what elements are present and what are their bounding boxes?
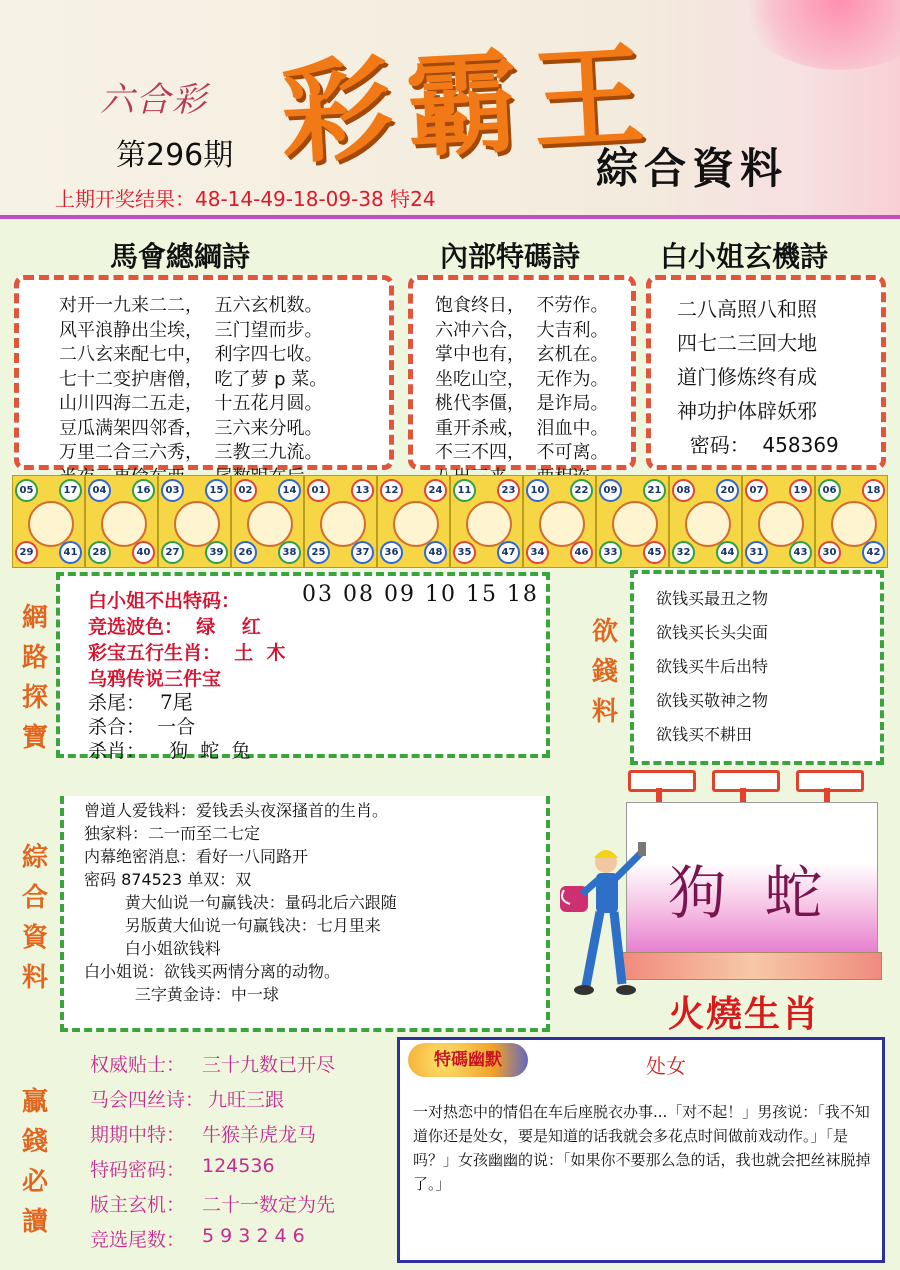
win-label: 竞选尾数： [90, 1229, 186, 1251]
zodiac-number-ball: 41 [59, 541, 82, 564]
zodiac-number-ball: 48 [424, 541, 447, 564]
zodiac-cell [450, 475, 523, 568]
pig-icon [831, 501, 877, 547]
zodiac-number-ball: 12 [380, 479, 403, 502]
side-label-text: 綜合資料 [21, 843, 48, 993]
general-line: 白小姐欲钱料 [84, 939, 221, 958]
zodiac-number-ball: 43 [789, 541, 812, 564]
zodiac-number-ball: 26 [234, 541, 257, 564]
poem-line: 重开杀戒， 泪血中。 [435, 417, 609, 439]
poem-line: 六冲六合， 大吉利。 [435, 319, 609, 341]
zodiac-number-ball: 42 [862, 541, 885, 564]
money-item: 欲钱买敬神之物 [656, 691, 769, 710]
poem-line: 神功护体辟妖邪 [677, 399, 817, 423]
dog-icon [758, 501, 804, 547]
win-label: 期期中特： [90, 1124, 186, 1146]
zodiac-number-ball: 31 [745, 541, 768, 564]
general-line: 另版黄大仙说一句赢钱决：七月里来 [84, 916, 381, 935]
zodiac-number-ball: 39 [205, 541, 228, 564]
five-elements: 彩宝五行生肖： 土 木 [88, 642, 286, 664]
money-item: 欲钱买牛后出特 [656, 657, 769, 676]
section-title-general-poem: 馬會總綱詩 [110, 240, 251, 273]
poem-line: 七十二变护唐僧， 吃了萝 p 菜。 [59, 368, 328, 390]
zodiac-number-ball: 05 [15, 479, 38, 502]
general-box [60, 796, 550, 1032]
painter-worker-icon [552, 840, 662, 1000]
dragon-icon [320, 501, 366, 547]
zodiac-cell [523, 475, 596, 568]
joke-text: 一对热恋中的情侣在车后座脱衣办事...「对不起！」男孩说：「我不知道你还是处女，要是知道的话我就会多花点时间做前戏动作。」「是吗？」女孩幽幽的说：「如果你不要那么急的话，我也就会把丝袜脱掉了。」 [413, 1103, 871, 1193]
fire-zodiac-label: 火燒生肖 [668, 993, 821, 1035]
monkey-icon [612, 501, 658, 547]
horse-icon [466, 501, 512, 547]
general-line: 曾道人爱钱料：爱钱丢头夜深搔首的生肖。 [84, 801, 389, 820]
money-item: 欲钱买长头尖面 [656, 623, 769, 642]
rooster-icon [685, 501, 731, 547]
main-title: 彩霸王 [277, 29, 662, 180]
wave-color: 竞选波色： 绿 红 [88, 616, 261, 638]
poem-line: 风平浪静出尘埃， 三门望而步。 [59, 319, 323, 341]
poem-box-general [14, 275, 394, 470]
zodiac-number-ball: 38 [278, 541, 301, 564]
zodiac-number-ball: 35 [453, 541, 476, 564]
zodiac-number-ball: 01 [307, 479, 330, 502]
zodiac-number-ball: 08 [672, 479, 695, 502]
zodiac-number-ball: 25 [307, 541, 330, 564]
win-value: 5 9 3 2 4 6 [202, 1225, 305, 1247]
zodiac-number-ball: 15 [205, 479, 228, 502]
zodiac-cell [12, 475, 85, 568]
money-item: 欲钱买不耕田 [656, 725, 753, 744]
poem-line: 密码： 458369 [677, 433, 839, 457]
side-label-network [20, 598, 54, 758]
lottery-name: 六合彩 [100, 80, 208, 120]
general-line: 黄大仙说一句赢钱决：量码北后六跟随 [84, 893, 397, 912]
joke-title: 处女 [646, 1054, 686, 1078]
poem-line: 万里二合三六秀， 三教三九流。 [59, 442, 323, 463]
last-result: 上期开奖结果：48-14-49-18-09-38 特24 [55, 187, 436, 211]
stage-lamp [628, 770, 696, 792]
kill-tail-label: 杀尾： [88, 692, 146, 714]
poem-line: 饱食终日， 不劳作。 [435, 295, 609, 316]
win-value: 二十一数定为先 [202, 1194, 336, 1216]
joke-tag: 特碼幽默 [408, 1043, 528, 1077]
zodiac-cell [85, 475, 158, 568]
zodiac-number-ball: 34 [526, 541, 549, 564]
zodiac-number-ball: 29 [15, 541, 38, 564]
issue-number: 第296期 [116, 138, 234, 173]
side-label-text: 贏錢必讀 [21, 1087, 48, 1237]
poem-line: 掌中也有， 玄机在。 [435, 344, 609, 365]
zodiac-cell [815, 475, 888, 568]
zodiac-number-ball: 40 [132, 541, 155, 564]
poem-line: 二八高照八和照 [677, 297, 817, 321]
header [0, 0, 900, 219]
zodiac-number-ball: 07 [745, 479, 768, 502]
zodiac-number-ball: 22 [570, 479, 593, 502]
zodiac-number-ball: 09 [599, 479, 622, 502]
zodiac-row [12, 475, 888, 568]
stage-lamp [796, 770, 864, 792]
zodiac-number-ball: 24 [424, 479, 447, 502]
zodiac-number-ball: 47 [497, 541, 520, 564]
zodiac-number-ball: 30 [818, 541, 841, 564]
zodiac-cell [669, 475, 742, 568]
zodiac-number-ball: 44 [716, 541, 739, 564]
zodiac-cell [304, 475, 377, 568]
rat-icon [28, 501, 74, 547]
no-special-value: 03 08 09 10 15 18 [302, 582, 539, 607]
zodiac-cell [231, 475, 304, 568]
side-label-general [20, 838, 54, 998]
zodiac-number-ball: 32 [672, 541, 695, 564]
side-label-money [590, 612, 624, 732]
win-label: 马会四丝诗： [90, 1089, 205, 1111]
poem-line: 坐吃山空， 无作为。 [435, 368, 609, 390]
section-title-special-poem: 內部特碼詩 [440, 240, 581, 273]
zodiac-cell [377, 475, 450, 568]
poem-mystery [677, 292, 881, 462]
no-special-label: 白小姐不出特码： [88, 590, 241, 612]
zodiac-number-ball: 21 [643, 479, 666, 502]
zodiac-number-ball: 36 [380, 541, 403, 564]
zodiac-number-ball: 27 [161, 541, 184, 564]
win-value: 三十九数已开尽 [202, 1054, 336, 1076]
zodiac-number-ball: 18 [862, 479, 885, 502]
poem-line: 豆瓜满架四邻香， 三六来分吼。 [59, 417, 323, 439]
rabbit-icon [247, 501, 293, 547]
zodiac-number-ball: 45 [643, 541, 666, 564]
decorative-blob [740, 0, 900, 70]
zodiac-number-ball: 10 [526, 479, 549, 502]
zodiac-number-ball: 16 [132, 479, 155, 502]
poem-line: 四七二三回大地 [677, 331, 817, 355]
win-label: 权威贴士： [90, 1054, 186, 1076]
zodiac-number-ball: 19 [789, 479, 812, 502]
zodiac-number-ball: 03 [161, 479, 184, 502]
general-line: 内幕绝密消息：看好一八同路开 [84, 847, 309, 866]
poem-line: 二八玄来配七中， 利字四七收。 [59, 344, 323, 365]
poem-line: 桃代李僵， 是诈局。 [435, 393, 609, 414]
zodiac-number-ball: 17 [59, 479, 82, 502]
poem-line: 对开一九来二二， 五六玄机数。 [59, 295, 323, 316]
stage-lamp [712, 770, 780, 792]
zodiac-number-ball: 20 [716, 479, 739, 502]
ox-icon [101, 501, 147, 547]
money-item: 欲钱买最丑之物 [656, 589, 769, 608]
general-line: 白小姐说：欲钱买两情分离的动物。 [84, 962, 341, 981]
side-label-win [20, 1082, 54, 1242]
general-line: 密码 874523 单双：双 [84, 870, 252, 889]
general-line: 独家料：二一而至二七定 [84, 824, 261, 843]
zodiac-cell [596, 475, 669, 568]
general-line: 三字黄金诗：中一球 [84, 985, 279, 1004]
zodiac-number-ball: 14 [278, 479, 301, 502]
zodiac-number-ball: 33 [599, 541, 622, 564]
zodiac-cell [742, 475, 815, 568]
zodiac-number-ball: 02 [234, 479, 257, 502]
zodiac-number-ball: 11 [453, 479, 476, 502]
zodiac-number-ball: 37 [351, 541, 374, 564]
zodiac-number-ball: 46 [570, 541, 593, 564]
money-box [630, 570, 884, 765]
goat-icon [539, 501, 585, 547]
zodiac-number-ball: 04 [88, 479, 111, 502]
network-box [56, 572, 550, 762]
kill-zodiac: 杀肖： 狗 蛇 兔 [88, 740, 251, 762]
win-value: 牛猴羊虎龙马 [202, 1124, 317, 1146]
side-label-text: 網路探寶 [21, 603, 48, 753]
poem-box-special [408, 275, 636, 470]
win-value: 九旺三跟 [208, 1089, 285, 1111]
kill-tail-value: 7尾 [160, 690, 193, 714]
poem-line: 山川四海二五走， 十五花月圆。 [59, 393, 323, 414]
poem-line: 不三不四， 不可离。 [435, 442, 609, 463]
win-label: 特码密码： [90, 1159, 186, 1181]
poem-general [59, 294, 389, 490]
zodiac-number-ball: 28 [88, 541, 111, 564]
section-title-mystery-poem: 白小姐玄機詩 [660, 240, 829, 273]
zodiac-pick: 狗 蛇 [668, 859, 833, 927]
snake-icon [393, 501, 439, 547]
win-label: 版主玄机： [90, 1194, 186, 1216]
zodiac-number-ball: 23 [497, 479, 520, 502]
poem-line: 道门修炼终有成 [677, 365, 817, 389]
win-value: 124536 [202, 1155, 275, 1177]
poem-special [435, 294, 631, 490]
zodiac-number-ball: 06 [818, 479, 841, 502]
kill-combo: 杀合： 一合 [88, 716, 196, 738]
subtitle: 綜合資料 [596, 144, 789, 193]
zodiac-cell [158, 475, 231, 568]
zodiac-number-ball: 13 [351, 479, 374, 502]
tiger-icon [174, 501, 220, 547]
crow-legend: 乌鸦传说三件宝 [88, 668, 222, 690]
poem-box-mystery [646, 275, 886, 470]
side-label-text: 欲錢料 [591, 617, 618, 727]
